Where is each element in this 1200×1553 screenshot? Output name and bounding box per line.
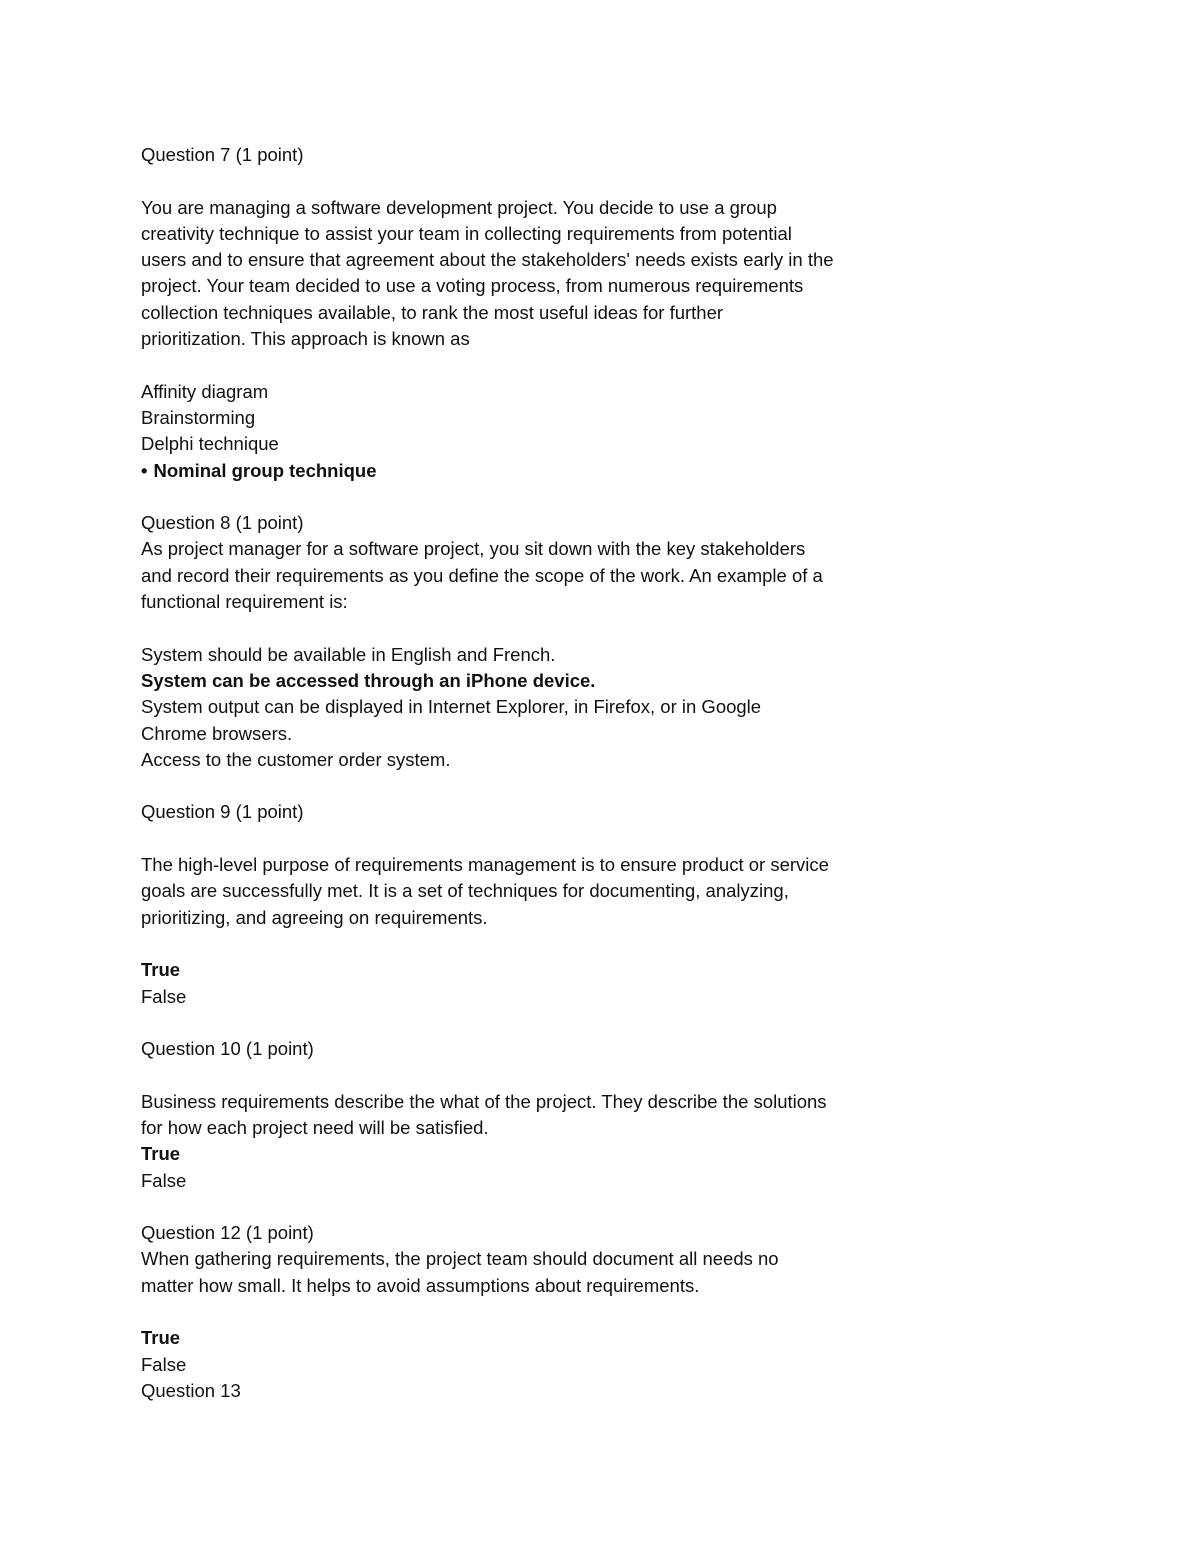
- question-7-option: Affinity diagram: [141, 380, 269, 402]
- question-7-selected-option: [141, 458, 901, 484]
- question-13-title: Question 13: [141, 1379, 241, 1401]
- document-body: [141, 142, 901, 1404]
- question-8-selected-option: System can be accessed through an iPhone device.: [141, 669, 596, 691]
- question-7-option-label: Nominal group technique: [153, 459, 377, 481]
- question-7-text-line: creativity technique to assist your team in collecting requirements from potential: [141, 222, 792, 244]
- question-8-text-line: As project manager for a software project, you sit down with the key stakeholders: [141, 538, 806, 560]
- spacer: [141, 826, 901, 852]
- question-10-text-line: Business requirements describe the what of the project. They describe the solutions: [141, 1090, 827, 1112]
- spacer: [141, 1062, 901, 1088]
- spacer: [141, 168, 901, 194]
- question-12-title: Question 12 (1 point): [141, 1222, 314, 1244]
- question-8-option: System should be available in English and French.: [141, 643, 556, 665]
- question-8-option: System output can be displayed in Internet Explorer, in Firefox, or in Google: [141, 696, 762, 718]
- question-12-selected-option: True: [141, 1327, 181, 1349]
- spacer: [141, 615, 901, 641]
- question-10-title: Question 10 (1 point): [141, 1038, 314, 1060]
- spacer: [141, 352, 901, 378]
- spacer: [141, 931, 901, 957]
- question-8-text-line: and record their requirements as you define the scope of the work. An example of a: [141, 564, 823, 586]
- question-8-text-line: functional requirement is:: [141, 591, 348, 613]
- question-12-text-line: matter how small. It helps to avoid assumptions about requirements.: [141, 1274, 700, 1296]
- question-10-text-line: for how each project need will be satisfied.: [141, 1116, 489, 1138]
- question-7-text-line: prioritization. This approach is known as: [141, 328, 470, 350]
- question-8-option-continued: Chrome browsers.: [141, 722, 293, 744]
- question-12-option: False: [141, 1353, 187, 1375]
- question-8-title: Question 8 (1 point): [141, 512, 304, 534]
- question-12-text-line: When gathering requirements, the project team should document all needs no: [141, 1248, 779, 1270]
- bullet-icon: •: [141, 459, 148, 481]
- question-9-selected-option: True: [141, 959, 181, 981]
- spacer: [141, 1194, 901, 1220]
- question-9-option: False: [141, 985, 187, 1007]
- question-9-text-line: The high-level purpose of requirements management is to ensure product or service: [141, 854, 829, 876]
- question-7-option: Delphi technique: [141, 433, 279, 455]
- question-7-text-line: You are managing a software development project. You decide to use a group: [141, 196, 777, 218]
- spacer: [141, 484, 901, 510]
- question-9-text-line: prioritizing, and agreeing on requirements.: [141, 906, 488, 928]
- question-9-text-line: goals are successfully met. It is a set of techniques for documenting, analyzing,: [141, 880, 789, 902]
- spacer: [141, 1010, 901, 1036]
- question-10-option: False: [141, 1169, 187, 1191]
- question-7-title: Question 7 (1 point): [141, 144, 304, 165]
- question-7-option: Brainstorming: [141, 406, 256, 428]
- question-8-option: Access to the customer order system.: [141, 748, 451, 770]
- question-7-text-line: collection techniques available, to rank the most useful ideas for further: [141, 301, 724, 323]
- question-7-text-line: project. Your team decided to use a voting process, from numerous requirements: [141, 275, 804, 297]
- spacer: [141, 773, 901, 799]
- spacer: [141, 1299, 901, 1325]
- question-9-title: Question 9 (1 point): [141, 801, 304, 823]
- question-7-text-line: users and to ensure that agreement about the stakeholders' needs exists early in the: [141, 249, 834, 271]
- question-10-selected-option: True: [141, 1143, 181, 1165]
